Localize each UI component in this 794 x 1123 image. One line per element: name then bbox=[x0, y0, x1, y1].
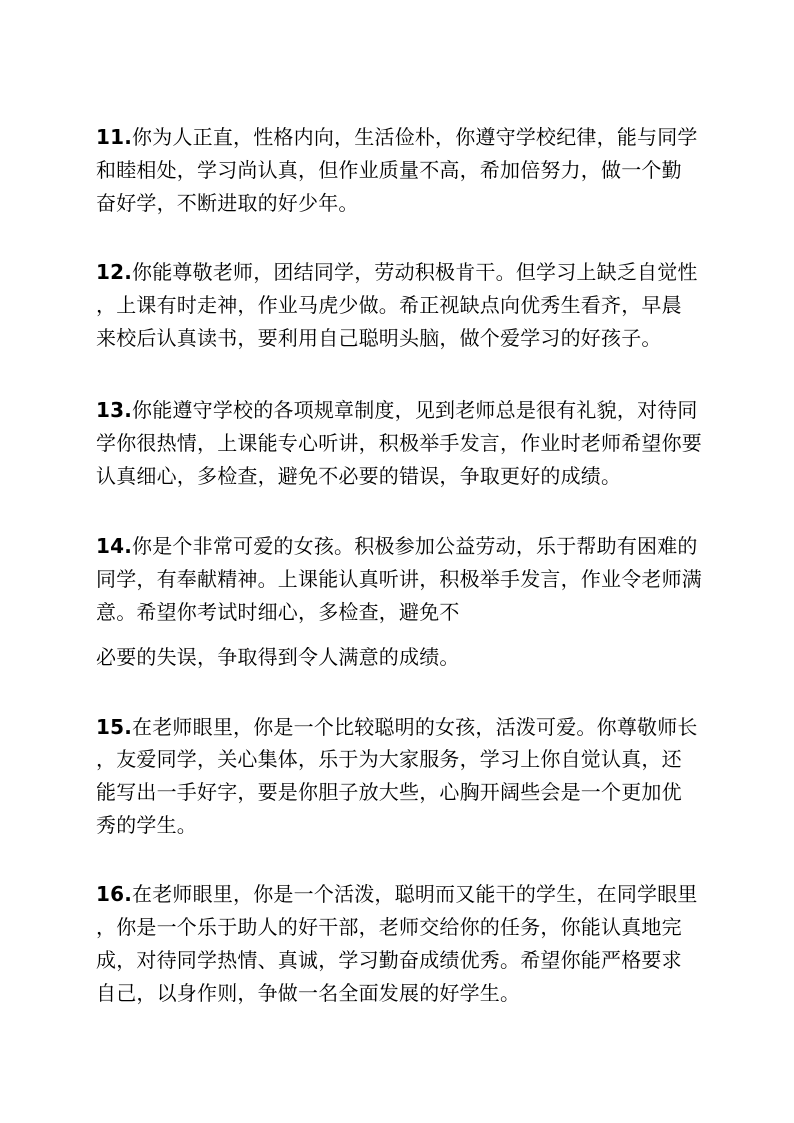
paragraph-12-line-2: ，上课有时走神，作业马虎少做。希正视缺点向优秀生看齐，早晨 bbox=[96, 293, 682, 317]
item-number-13: 13. bbox=[96, 398, 133, 422]
paragraph-15-line-1: 15.在老师眼里，你是一个比较聪明的女孩，活泼可爱。你尊敬师长 bbox=[96, 715, 698, 739]
paragraph-13-line-2: 学你很热情，上课能专心听讲，积极举手发言，作业时老师希望你要 bbox=[96, 431, 702, 455]
item-number-12: 12. bbox=[96, 260, 133, 284]
item-number-15: 15. bbox=[96, 715, 133, 739]
paragraph-14-line-1: 14.你是个非常可爱的女孩。积极参加公益劳动，乐于帮助有困难的 bbox=[96, 534, 698, 558]
paragraph-11-line-3: 奋好学，不断进取的好少年。 bbox=[96, 191, 359, 215]
paragraph-16-line-3: 成，对待同学热情、真诚，学习勤奋成绩优秀。希望你能严格要求 bbox=[96, 948, 682, 972]
paragraph-14-line-4: 必要的失误，争取得到令人满意的成绩。 bbox=[96, 645, 460, 669]
item-number-14: 14. bbox=[96, 534, 133, 558]
paragraph-13-line-1: 13.你能遵守学校的各项规章制度，见到老师总是很有礼貌，对待同 bbox=[96, 398, 698, 422]
paragraph-16-line-2: ，你是一个乐于助人的好干部，老师交给你的任务，你能认真地完 bbox=[96, 915, 682, 939]
paragraph-15-line-3: 能写出一手好字，要是你胆子放大些，心胸开阔些会是一个更加优 bbox=[96, 780, 682, 804]
paragraph-14-line-3: 意。希望你考试时细心，多检查，避免不 bbox=[96, 600, 460, 624]
item-number-16: 16. bbox=[96, 882, 133, 906]
paragraph-12-line-1: 12.你能尊敬老师，团结同学，劳动积极肯干。但学习上缺乏自觉性 bbox=[96, 260, 698, 284]
paragraph-16-line-1: 16.在老师眼里，你是一个活泼，聪明而又能干的学生，在同学眼里 bbox=[96, 882, 698, 906]
paragraph-13-line-3: 认真细心，多检查，避免不必要的错误，争取更好的成绩。 bbox=[96, 464, 622, 488]
paragraph-11-line-1: 11.你为人正直，性格内向，生活俭朴，你遵守学校纪律，能与同学 bbox=[96, 125, 698, 149]
paragraph-15-line-2: ，友爱同学，关心集体，乐于为大家服务，学习上你自觉认真，还 bbox=[96, 747, 682, 771]
item-number-11: 11. bbox=[96, 125, 133, 149]
paragraph-12-line-3: 来校后认真读书，要利用自己聪明头脑，做个爱学习的好孩子。 bbox=[96, 326, 662, 350]
paragraph-16-line-4: 自己，以身作则，争做一名全面发展的好学生。 bbox=[96, 981, 521, 1005]
paragraph-11-line-2: 和睦相处，学习尚认真，但作业质量不高，希加倍努力，做一个勤 bbox=[96, 158, 682, 182]
paragraph-15-line-4: 秀的学生。 bbox=[96, 813, 197, 837]
paragraph-14-line-2: 同学，有奉献精神。上课能认真听讲，积极举手发言，作业令老师满 bbox=[96, 567, 702, 591]
